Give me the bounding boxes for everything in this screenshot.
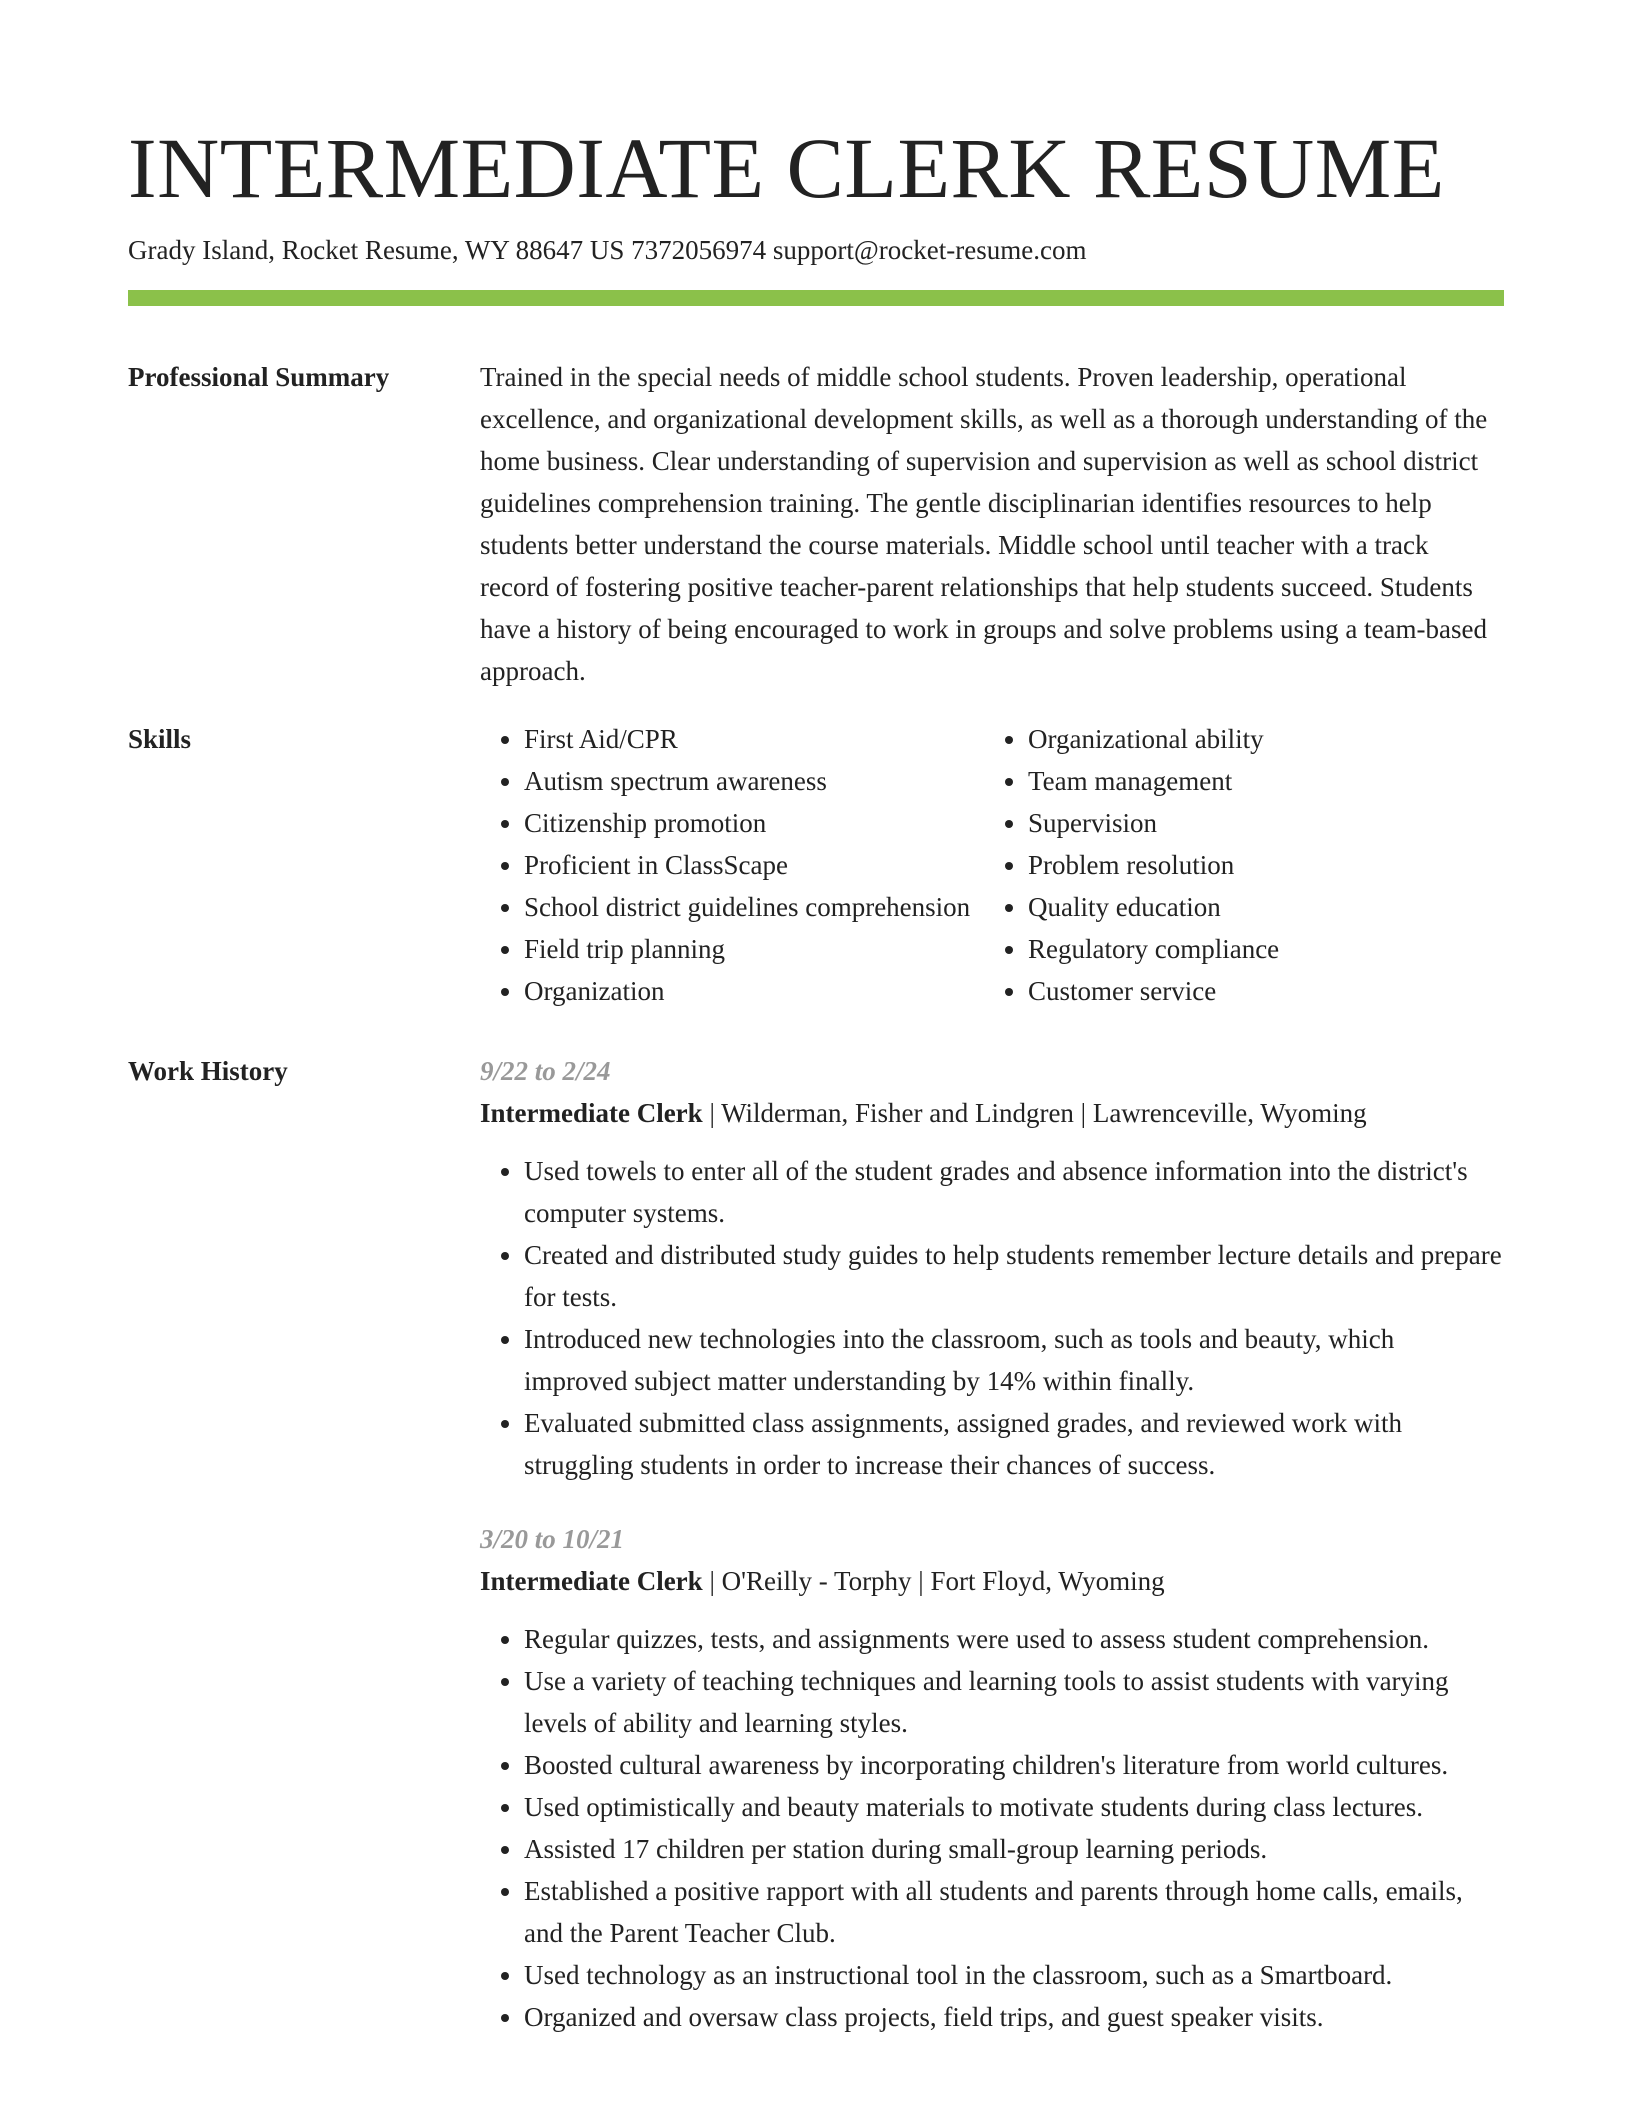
skills-section [128, 718, 1504, 1012]
skill-item: • Supervision [1028, 802, 1504, 844]
job-dates: 9/22 to 2/24 [480, 1056, 611, 1086]
skill-item: • Organization [524, 970, 984, 1012]
job-bullet: • Use a variety of teaching techniques and learning tools to assist students with varying levels of ability and learning styles. [524, 1660, 1504, 1744]
skill-item: • Quality education [1028, 886, 1504, 928]
job-bullet: • Organized and oversaw class projects, field trips, and guest speaker visits. [524, 1996, 1504, 2038]
skill-item: • Field trip planning [524, 928, 984, 970]
job-bullet: • Introduced new technologies into the classroom, such as tools and beauty, which improved subject matter understanding by 14% within finally. [524, 1318, 1504, 1402]
work-history-heading: Work History [128, 1056, 288, 1086]
skills-list-right [984, 718, 1504, 1012]
contact-line: Grady Island, Rocket Resume, WY 88647 US 7372056974 support@rocket-resume.com [128, 235, 1087, 265]
header-divider [128, 290, 1504, 306]
job-bullets [480, 1150, 1504, 1486]
job-bullets [480, 1618, 1504, 2038]
job-heading [480, 1560, 1504, 1602]
job-bullet: • Used technology as an instructional tool in the classroom, such as a Smartboard. [524, 1954, 1504, 1996]
skill-item: • Regulatory compliance [1028, 928, 1504, 970]
job-bullet: • Established a positive rapport with all students and parents through home calls, emails, and the Parent Teacher Club. [524, 1870, 1504, 1954]
summary-heading: Professional Summary [128, 362, 390, 392]
skill-item: • School district guidelines comprehension [524, 886, 984, 928]
summary-text: Trained in the special needs of middle school students. Proven leadership, operational excellence, and organizational development skills, as well as a thorough understanding of the home business. Clear understanding of supervision and supervision as well as school district guidelines comprehension training. The gentle disciplinarian identifies resources to help students better understand the course materials. Middle school until teacher with a track record of fostering positive teacher-parent relationships that help students succeed. Students have a history of being encouraged to work in groups and solve problems using a team-based approach. [480, 362, 1488, 686]
skills-heading: Skills [128, 724, 192, 754]
skill-item: • Organizational ability [1028, 718, 1504, 760]
job-details: | O'Reilly - Torphy | Fort Floyd, Wyoming [702, 1566, 1165, 1596]
skill-item: • Citizenship promotion [524, 802, 984, 844]
job-details: | Wilderman, Fisher and Lindgren | Lawrenceville, Wyoming [702, 1098, 1367, 1128]
skill-item: • Autism spectrum awareness [524, 760, 984, 802]
job-heading [480, 1092, 1504, 1134]
job-bullet: • Used optimistically and beauty materials to motivate students during class lectures. [524, 1786, 1504, 1828]
skill-item: • Team management [1028, 760, 1504, 802]
job-bullet: • Assisted 17 children per station during small-group learning periods. [524, 1828, 1504, 1870]
skill-item: • Proficient in ClassScape [524, 844, 984, 886]
skill-item: • Problem resolution [1028, 844, 1504, 886]
job-dates: 3/20 to 10/21 [480, 1524, 625, 1554]
skill-item: • Customer service [1028, 970, 1504, 1012]
job-bullet: • Created and distributed study guides to help students remember lecture details and prepare for tests. [524, 1234, 1504, 1318]
job-entry [480, 1518, 1504, 2038]
job-title: Intermediate Clerk [480, 1566, 703, 1596]
job-entry [480, 1050, 1504, 1486]
summary-section [128, 356, 1504, 692]
job-title: Intermediate Clerk [480, 1098, 703, 1128]
skill-item: • First Aid/CPR [524, 718, 984, 760]
job-bullet: • Evaluated submitted class assignments, assigned grades, and reviewed work with struggling students in order to increase their chances of success. [524, 1402, 1504, 1486]
job-bullet: • Regular quizzes, tests, and assignments were used to assess student comprehension. [524, 1618, 1504, 1660]
job-bullet: • Boosted cultural awareness by incorporating children's literature from world cultures. [524, 1744, 1504, 1786]
resume-page [128, 0, 1504, 2068]
skills-list-left [480, 718, 984, 1012]
resume-title: INTERMEDIATE CLERK RESUME [128, 120, 1445, 216]
work-history-section [128, 1050, 1504, 2068]
job-bullet: • Used towels to enter all of the student grades and absence information into the district's computer systems. [524, 1150, 1504, 1234]
